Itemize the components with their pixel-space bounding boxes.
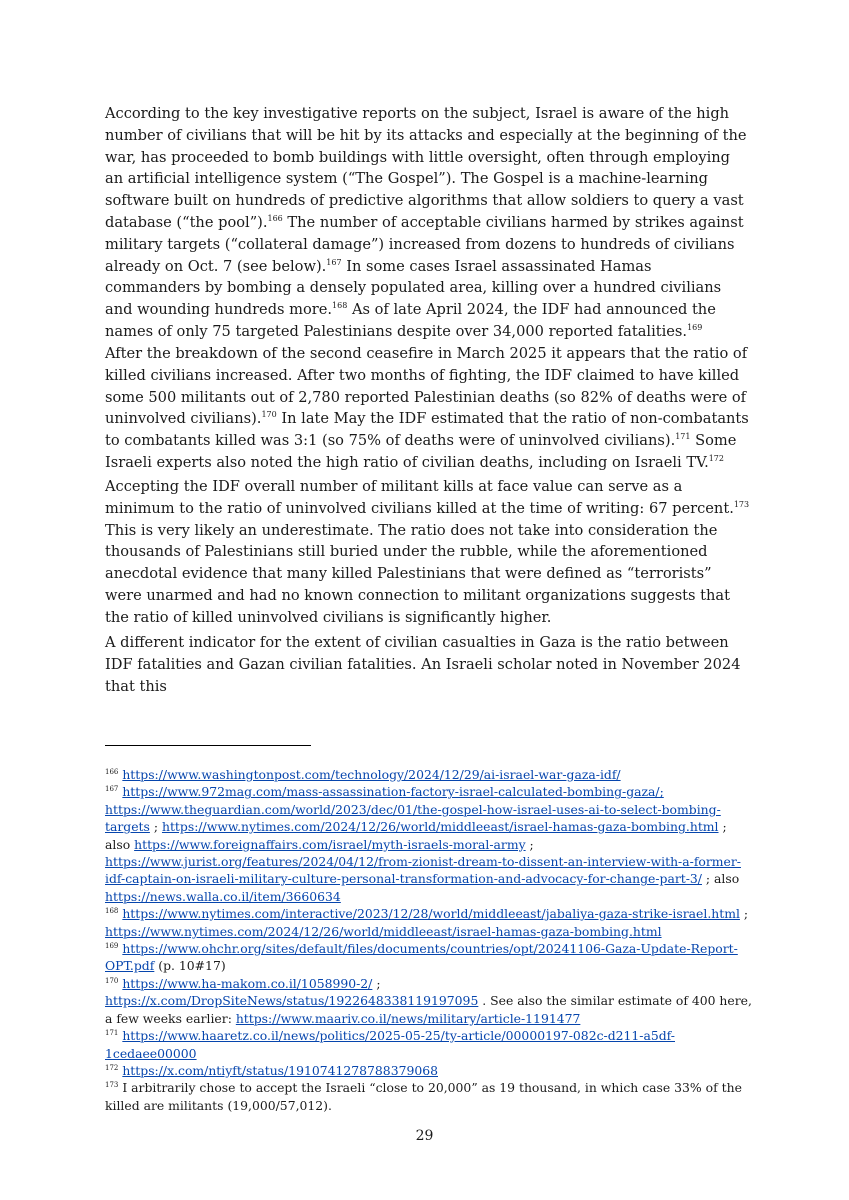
footnote-link[interactable]: https://www.ohchr.org/sites/default/files/documents/countries/opt/20241106-Gaza-Update-Report-OPT.pdf — [105, 941, 738, 974]
footnote-link[interactable]: https://www.nytimes.com/interactive/2023/12/28/world/middleeast/jabaliya-gaza-strike-israel.html — [122, 906, 740, 922]
footnote-ref-172[interactable]: 172 — [708, 453, 724, 463]
footnote-ref-171[interactable]: 171 — [675, 432, 691, 442]
footnote-ref-168[interactable]: 168 — [332, 301, 348, 311]
paragraph-idf-fatalities-indicator: A different indicator for the extent of civilian casualties in Gaza is the ratio between IDF fatalities and Gazan civilian fatalities. An Israeli scholar noted in November 2024 that this — [105, 634, 741, 695]
footnote-link[interactable]: https://www.haaretz.co.il/news/politics/2025-05-25/ty-article/00000197-082c-d211-a5df-1cedaee00000 — [105, 1028, 675, 1061]
footnote-number: 166 — [105, 768, 119, 776]
footnote-166 — [105, 766, 755, 783]
footnote-number: 170 — [105, 976, 119, 985]
footnote-separator — [105, 745, 311, 746]
footnote-number: 172 — [105, 1063, 119, 1072]
footnote-172 — [105, 1062, 755, 1079]
footnote-168: $^{168}$ https://www.nytimes.com/interactive/2023/12/28/world/middleeast/jabaliya-gaza-strike-israel.html ; https://www.nytimes.com/2024/12/26/world/middleeast/israel-hamas-gaza-bombing.html — [105, 906, 749, 939]
footnote-link[interactable]: https://www.foreignaffairs.com/israel/myth-israels-moral-army — [134, 836, 526, 852]
footnote-167: $^{167}$ https://www.972mag.com/mass-assassination-factory-israel-calculated-bombing-gaza/; https://www.theguardian.com/world/2023/dec/01/the-gospel-how-israel-uses-ai-to-select-bombing-targets ; https://www.nytimes.com/2024/12/26/world/middleeast/israel-hamas-gaza-bombing.html ; also https://www.foreignaffairs.com/israel/myth-israels-moral-army ; https://www.jurist.org/features/2024/04/12/from-zionist-dream-to-dissent-an-interview-with-a-former-idf-captain-on-israeli-military-culture-personal-transformation-and-advocacy-for-change-part-3/ ; also https://news.walla.co.il/item/3660634 — [105, 784, 741, 904]
footnote-number: 168 — [105, 907, 119, 916]
footnote-link[interactable]: https://www.972mag.com/mass-assassination-factory-israel-calculated-bombing-gaza/; — [122, 784, 664, 800]
footnote-link[interactable]: https://x.com/DropSiteNews/status/1922648338119197095 — [105, 993, 479, 1009]
footnote-ref-166[interactable]: 166 — [267, 213, 283, 223]
footnote-ref-167[interactable]: 167 — [326, 257, 342, 267]
footnote-173: $^{173}$ I arbitrarily chose to accept the Israeli “close to 20,000” as 19 thousand, in which case 33% of the killed are militants (19,000/57,012). — [105, 1080, 742, 1113]
footnote-link[interactable]: https://www.nytimes.com/2024/12/26/world/middleeast/israel-hamas-gaza-bombing.html — [161, 819, 719, 835]
footnote-number: 173 — [105, 1081, 119, 1090]
footnote-link[interactable]: https://www.nytimes.com/2024/12/26/world/middleeast/israel-hamas-gaza-bombing.html — [105, 923, 662, 939]
footnote-ref-173[interactable]: 173 — [733, 499, 750, 509]
footnote-number: 167 — [105, 785, 119, 794]
footnote-171 — [105, 1027, 755, 1062]
footnote-link[interactable]: https://news.walla.co.il/item/3660634 — [105, 888, 341, 904]
footnote-link[interactable]: https://www.ha-makom.co.il/1058990-2/ — [122, 975, 373, 991]
footnote-link[interactable]: https://www.washingtonpost.com/technology/2024/12/29/ai-israel-war-gaza-idf/ — [122, 767, 621, 782]
footnote-link[interactable]: https://x.com/ntiyft/status/1910741278788379068 — [122, 1062, 438, 1078]
footnote-169: $^{169}$ https://www.ohchr.org/sites/default/files/documents/countries/opt/20241106-Gaza-Update-Report-OPT.pdf (p. 10#17) — [105, 941, 738, 974]
paragraph-ceasefire-ratio: After the breakdown of the second ceasefire in March 2025 it appears that the ratio of killed civilians increased. After two months of fighting, the IDF claimed to have killed some 500 militants out of 2,780 reported Palestinian deaths (so 82% of deaths were of uninvolved civilians).$^{170}$ In late May the IDF estimated that the ratio of non-combatants to combatants killed was 3:1 (so 75% of deaths were of uninvolved civilians).$^{171}$ Some Israeli experts also noted the high ratio of civilian deaths, including on Israeli TV.$^{172}$ — [105, 345, 749, 471]
footnote-170: $^{170}$ https://www.ha-makom.co.il/1058990-2/ ; https://x.com/DropSiteNews/status/1922648338119197095 . See also the similar estimate of 400 here, a few weeks earlier: https://www.maariv.co.il/news/military/article-1191477 — [105, 975, 752, 1026]
footnotes — [105, 766, 755, 1114]
paragraph-minimum-ratio: Accepting the IDF overall number of militant kills at face value can serve as a minimum to the ratio of uninvolved civilians killed at the time of writing: 67 percent.$^{173}$ This is very likely an underestimate. The ratio does not take into consideration the thousands of Palestinians still buried under the rubble, while the aforementioned anecdotal evidence that many killed Palestinians that were defined as “terrorists” were unarmed and had no known connection to militant organizations suggests that the ratio of killed uninvolved civilians is significantly higher. — [105, 478, 750, 626]
footnote-ref-169[interactable]: 169 — [687, 322, 703, 332]
footnote-number: 171 — [105, 1029, 119, 1038]
page-number: 29 — [415, 1128, 434, 1144]
footnote-link[interactable]: https://www.maariv.co.il/news/military/article-1191477 — [235, 1010, 581, 1026]
footnote-number: 169 — [105, 942, 119, 951]
footnote-link[interactable]: https://www.jurist.org/features/2024/04/12/from-zionist-dream-to-dissent-an-interview-with-a-former-idf-captain-on-israeli-military-culture-personal-transformation-and-advocacy-for-change-part-3/ — [105, 854, 741, 887]
footnote-ref-170[interactable]: 170 — [261, 410, 277, 420]
paragraph-gospel-ai: According to the key investigative reports on the subject, Israel is aware of the high number of civilians that will be hit by its attacks and especially at the beginning of the war, has proceeded to bomb buildings with little oversight, often through employing an artificial intelligence system (“The Gospel”). The Gospel is a machine-learning software built on hundreds of predictive algorithms that allow soldiers to query a vast database (“the pool”).$^{166}$ The number of acceptable civilians harmed by strikes against military targets (“collateral damage”) increased from dozens to hundreds of civilians already on Oct. 7 (see below).$^{167}$ In some cases Israel assassinated Hamas commanders by bombing a densely populated area, killing over a hundred civilians and wounding hundreds more.$^{168}$ As of late April 2024, the IDF had announced the names of only 75 targeted Palestinians despite over 34,000 reported fatalities.$^{169}$ — [105, 105, 747, 340]
footnote-link[interactable]: https://www.theguardian.com/world/2023/dec/01/the-gospel-how-israel-uses-ai-to-select-bombing-targets — [105, 801, 721, 835]
